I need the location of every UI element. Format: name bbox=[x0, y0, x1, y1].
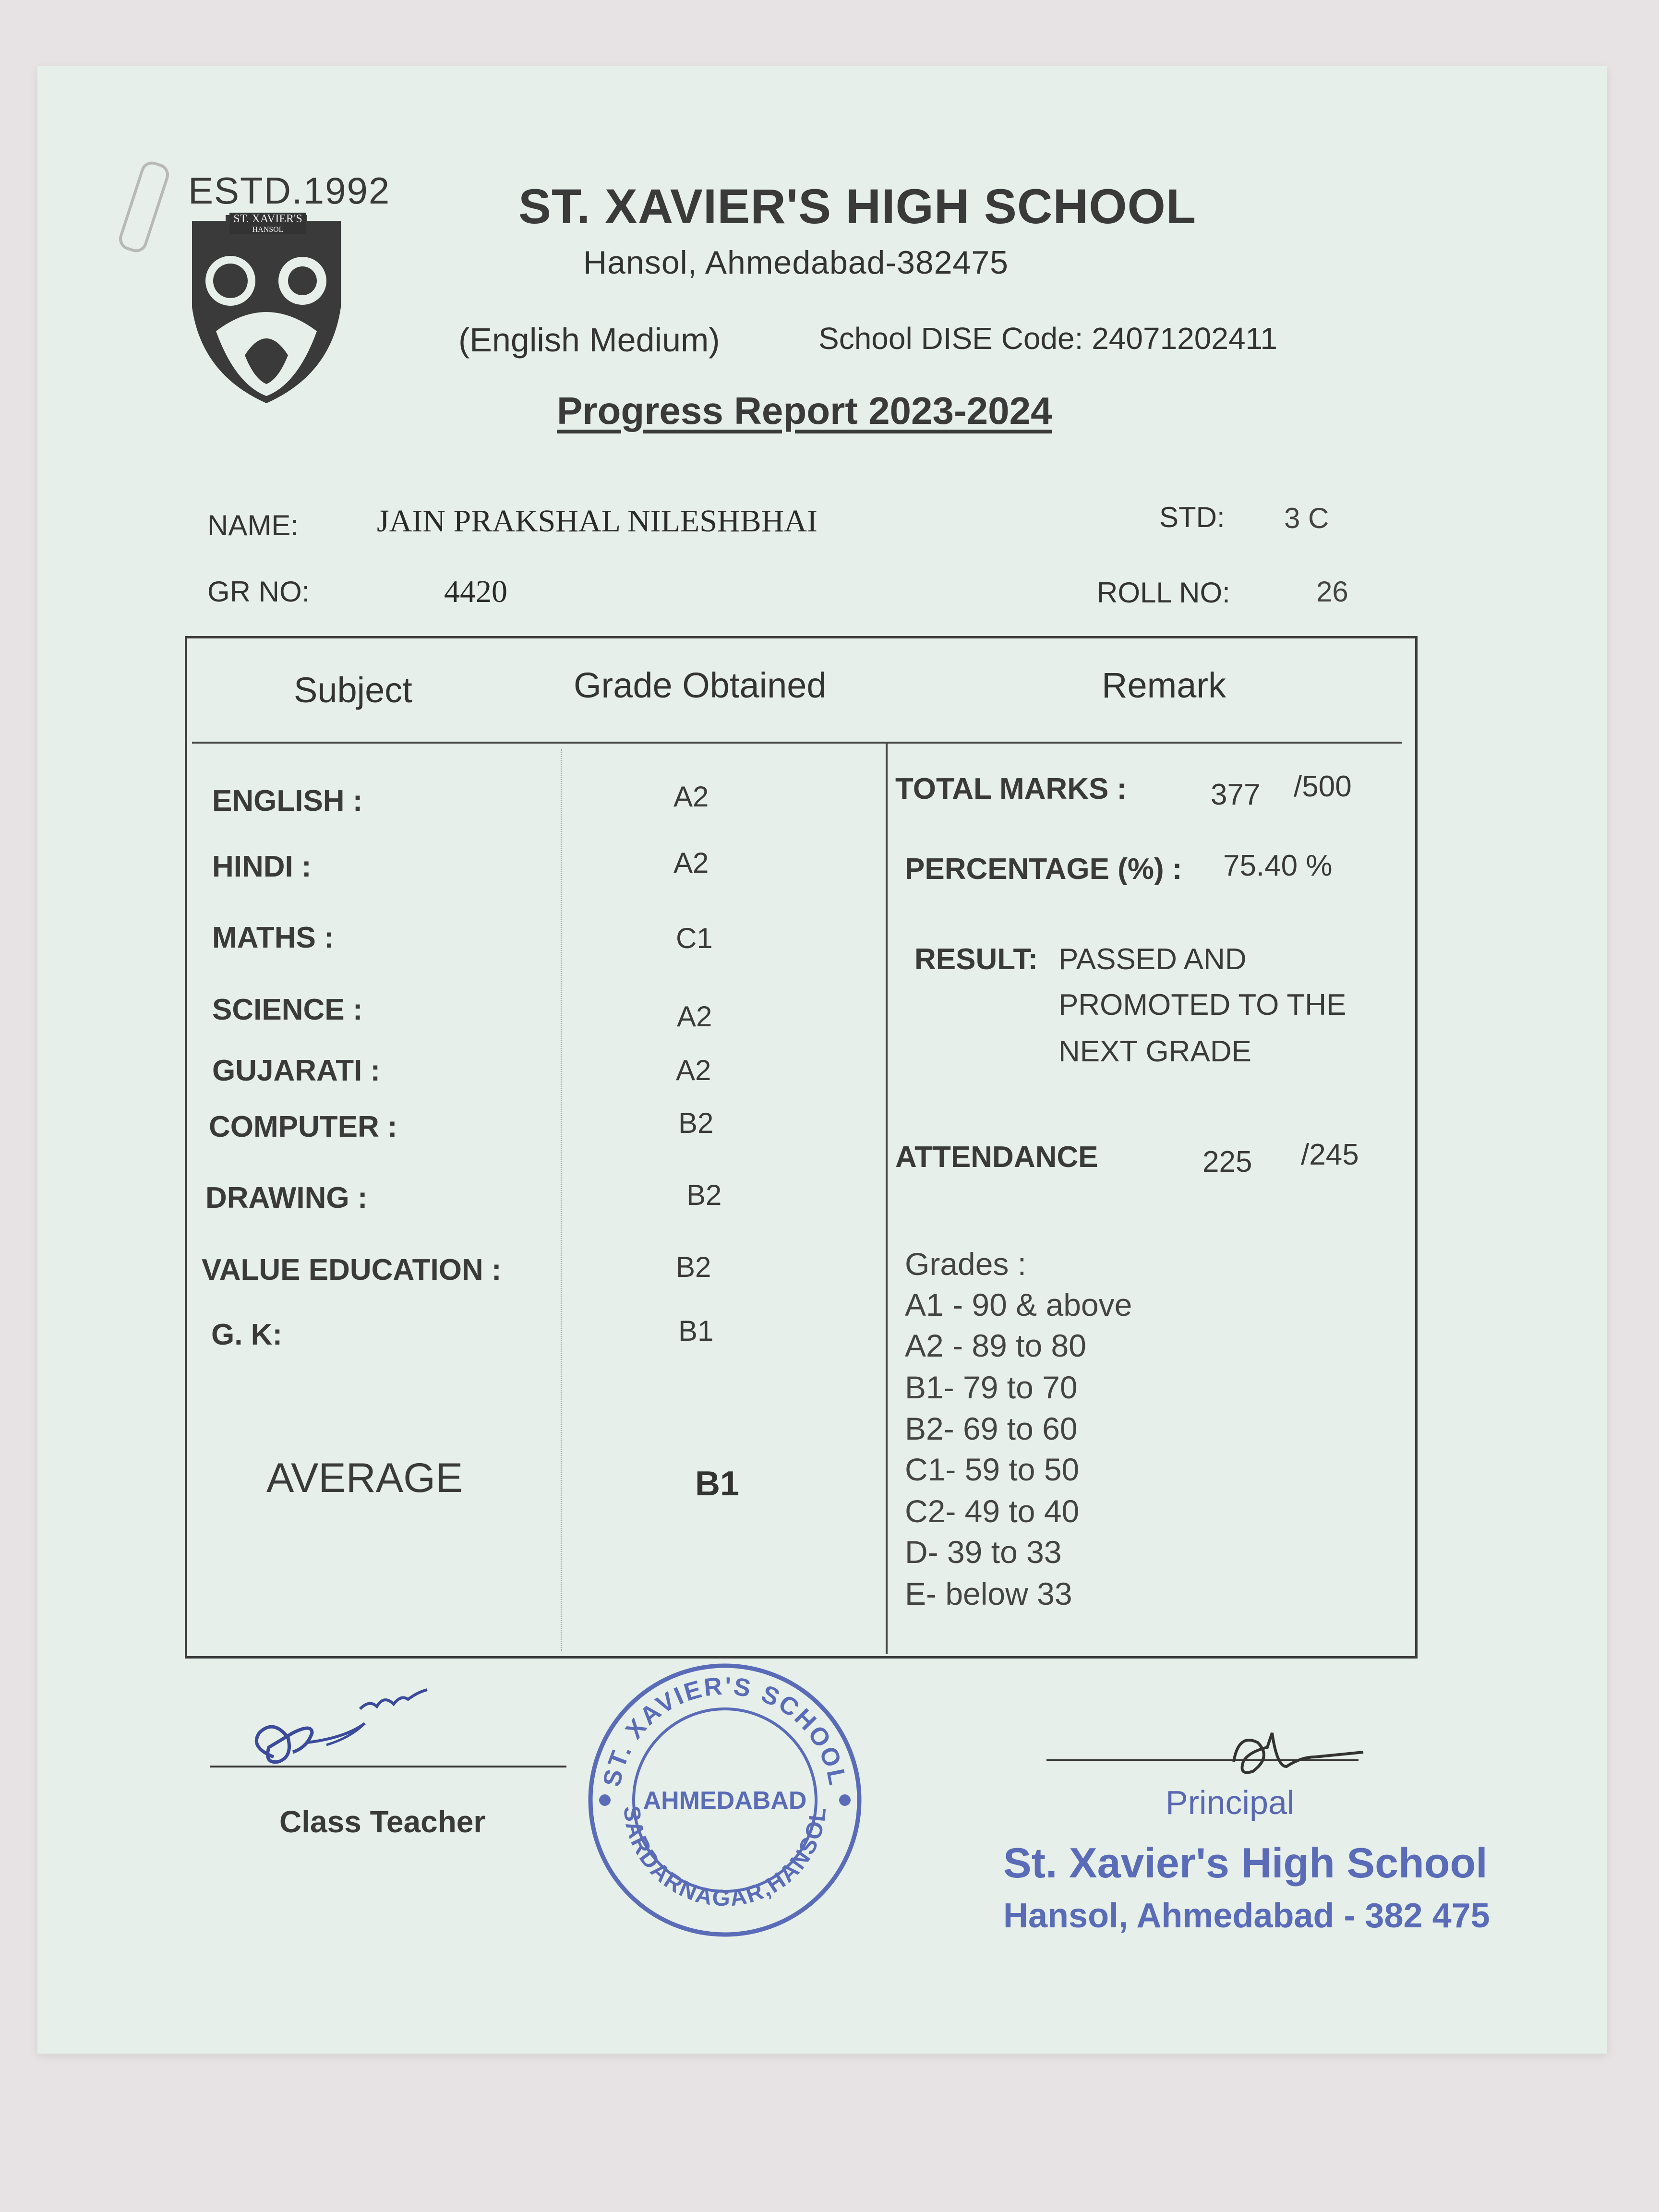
svg-text:AHMEDABAD: AHMEDABAD bbox=[643, 1787, 807, 1815]
grade-value-education: B2 bbox=[676, 1251, 711, 1283]
total-marks-label: TOTAL MARKS : bbox=[895, 772, 1127, 805]
header-subject: Subject bbox=[294, 670, 412, 710]
grade-hindi: A2 bbox=[673, 847, 709, 879]
header-grade: Grade Obtained bbox=[574, 665, 827, 705]
result-line-2: PROMOTED TO THE bbox=[1058, 988, 1346, 1022]
percentage-label: PERCENTAGE (%) : bbox=[905, 853, 1182, 886]
report-title: Progress Report 2023-2024 bbox=[557, 389, 1052, 432]
grades-title: Grades : bbox=[905, 1246, 1027, 1282]
percentage-value: 75.40 % bbox=[1223, 849, 1333, 882]
grade-gk: B1 bbox=[678, 1315, 714, 1347]
average-grade: B1 bbox=[695, 1465, 740, 1503]
grade-scale-d: D- 39 to 33 bbox=[905, 1534, 1062, 1570]
average-label: AVERAGE bbox=[266, 1455, 463, 1501]
roll-label: ROLL NO: bbox=[1097, 577, 1230, 609]
remark-column-divider bbox=[886, 742, 888, 1654]
school-round-stamp bbox=[581, 1651, 869, 1949]
subject-english: ENGLISH : bbox=[212, 784, 363, 817]
grade-scale-a1: A1 - 90 & above bbox=[905, 1287, 1132, 1322]
student-name: JAIN PRAKSHAL NILESHBHAI bbox=[377, 504, 817, 539]
grade-english: A2 bbox=[673, 781, 709, 813]
established-year: ESTD.1992 bbox=[188, 169, 391, 212]
principal-label: Principal bbox=[1166, 1784, 1295, 1821]
school-address-stamp: Hansol, Ahmedabad - 382 475 bbox=[1003, 1897, 1490, 1935]
table-header-divider bbox=[192, 742, 1402, 744]
subject-maths: MATHS : bbox=[212, 921, 334, 954]
grade-gujarati: A2 bbox=[676, 1054, 711, 1086]
svg-text:SARDARNAGAR,HANSOL: SARDARNAGAR,HANSOL bbox=[618, 1804, 831, 1911]
gr-value: 4420 bbox=[444, 574, 507, 609]
subject-gk: G. K: bbox=[211, 1318, 283, 1351]
attendance-max: /245 bbox=[1301, 1138, 1359, 1171]
school-name: ST. XAVIER'S HIGH SCHOOL bbox=[518, 179, 1197, 234]
grade-scale-e: E- below 33 bbox=[905, 1576, 1072, 1611]
total-marks-max: /500 bbox=[1294, 770, 1352, 803]
result-label: RESULT: bbox=[914, 943, 1038, 976]
attendance-label: ATTENDANCE bbox=[895, 1141, 1098, 1174]
header-remark: Remark bbox=[1102, 665, 1226, 705]
grade-scale-c2: C2- 49 to 40 bbox=[905, 1493, 1080, 1529]
logo-banner-text: ST. XAVIER'S HANSOL bbox=[229, 213, 306, 234]
principal-signature-line bbox=[1046, 1759, 1358, 1761]
grade-scale-a2: A2 - 89 to 80 bbox=[905, 1328, 1086, 1363]
subject-hindi: HINDI : bbox=[212, 850, 312, 883]
result-line-1: PASSED AND bbox=[1058, 943, 1247, 976]
roll-value: 26 bbox=[1316, 576, 1348, 608]
school-name-stamp: St. Xavier's High School bbox=[1003, 1839, 1488, 1887]
column-divider bbox=[561, 749, 562, 1651]
subject-value-education: VALUE EDUCATION : bbox=[202, 1253, 502, 1286]
subject-drawing: DRAWING : bbox=[205, 1181, 368, 1214]
school-address: Hansol, Ahmedabad-382475 bbox=[583, 244, 1009, 281]
grade-scale-b2: B2- 69 to 60 bbox=[905, 1411, 1078, 1446]
teacher-signature-line bbox=[210, 1766, 566, 1767]
attendance-value: 225 bbox=[1202, 1145, 1252, 1178]
svg-text:ST. XAVIER'S SCHOOL: ST. XAVIER'S SCHOOL bbox=[598, 1672, 852, 1789]
subject-science: SCIENCE : bbox=[212, 993, 363, 1026]
std-value: 3 C bbox=[1284, 502, 1329, 534]
total-marks-value: 377 bbox=[1211, 778, 1261, 811]
grade-science: A2 bbox=[677, 1000, 712, 1033]
school-crest-logo bbox=[187, 211, 346, 413]
gr-label: GR NO: bbox=[207, 576, 310, 608]
grade-maths: C1 bbox=[676, 922, 713, 954]
medium: (English Medium) bbox=[458, 321, 720, 359]
grade-scale-c1: C1- 59 to 50 bbox=[905, 1452, 1080, 1487]
class-teacher-label: Class Teacher bbox=[279, 1804, 486, 1839]
grade-scale-b1: B1- 79 to 70 bbox=[905, 1370, 1078, 1405]
class-teacher-signature bbox=[240, 1666, 509, 1791]
name-label: NAME: bbox=[207, 509, 299, 541]
grade-computer: B2 bbox=[678, 1107, 714, 1139]
grade-drawing: B2 bbox=[686, 1179, 722, 1211]
std-label: STD: bbox=[1159, 501, 1225, 533]
subject-gujarati: GUJARATI : bbox=[212, 1054, 381, 1087]
subject-computer: COMPUTER : bbox=[209, 1110, 397, 1143]
result-line-3: NEXT GRADE bbox=[1058, 1035, 1251, 1068]
dise-code: School DISE Code: 24071202411 bbox=[818, 321, 1277, 356]
